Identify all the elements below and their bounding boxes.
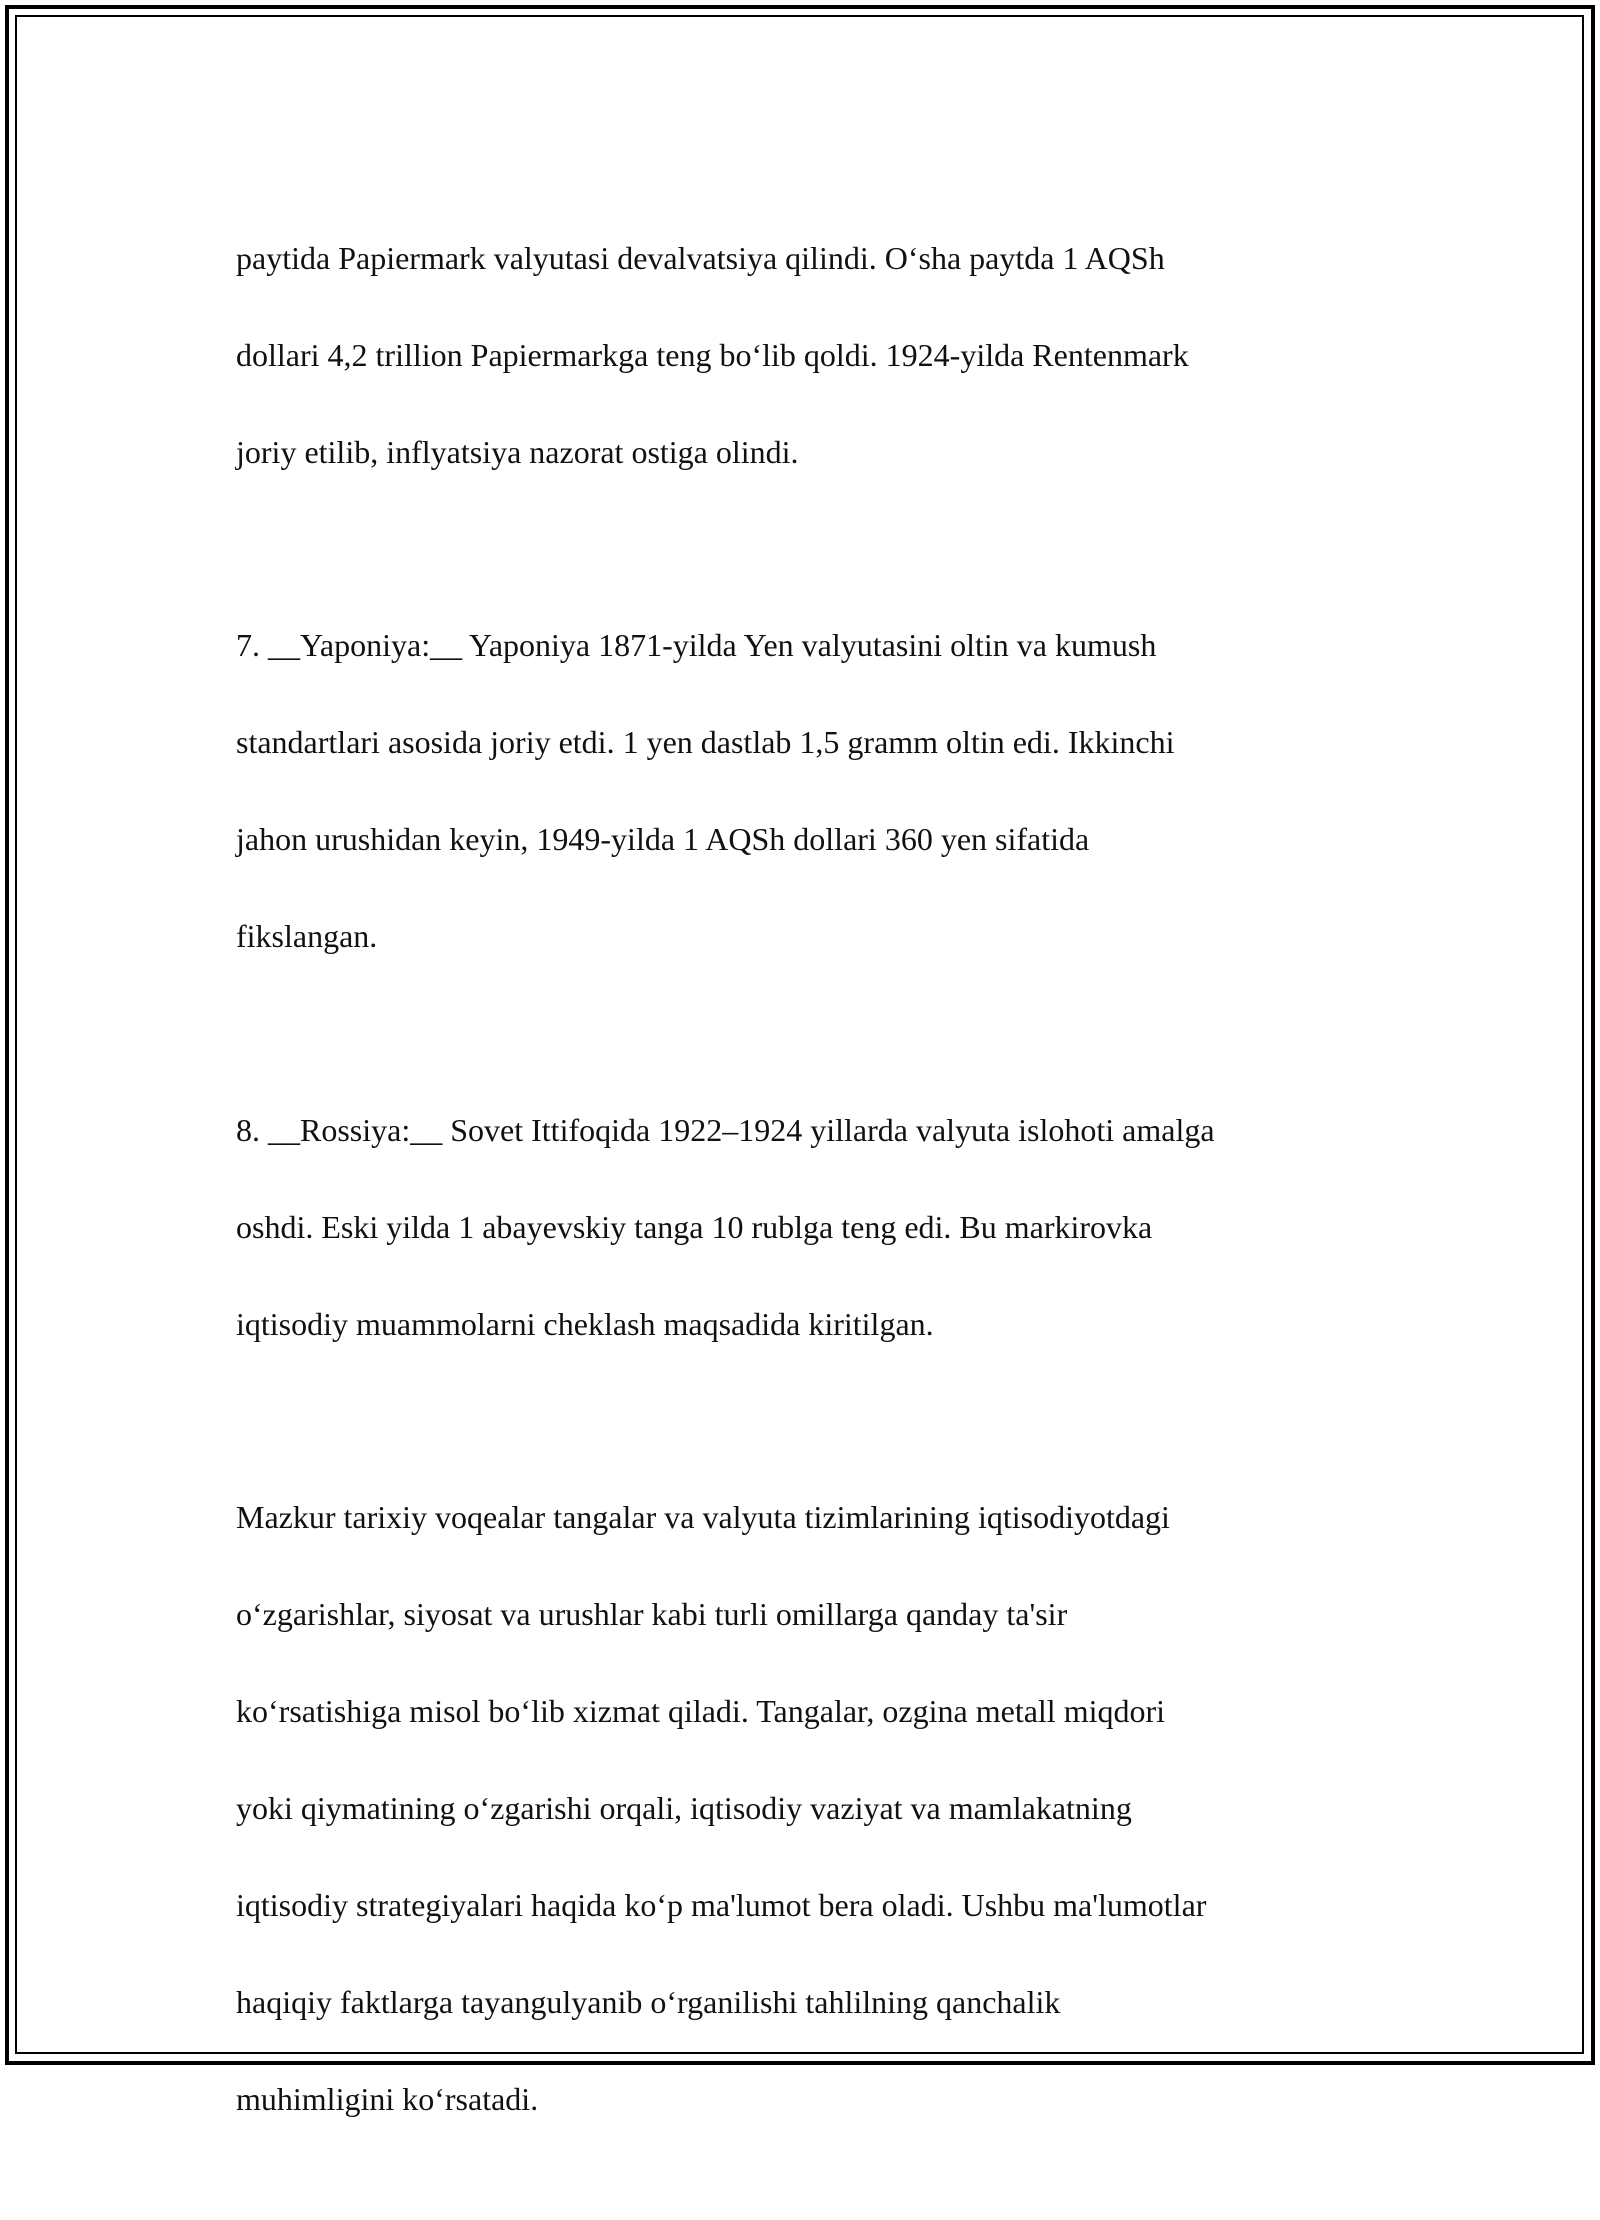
text-line: Mazkur tarixiy voqealar tangalar va valyuta tizimlarining iqtisodiyotdagi xyxy=(236,1499,1170,1535)
document-body xyxy=(236,185,1376,2220)
text-line: haqiqiy faktlarga tayangulyanib o‘rganilishi tahlilning qanchalik xyxy=(236,1984,1061,2020)
text-line: oshdi. Eski yilda 1 abayevskiy tanga 10 rublga teng edi. Bu markirovka xyxy=(236,1208,1153,1245)
text-line: iqtisodiy muammolarni cheklash maqsadida kiritilgan. xyxy=(236,1305,934,1342)
text-line: 7. __Yaponiya:__ Yaponiya 1871-yilda Yen valyutasini oltin va kumush xyxy=(236,627,1157,663)
text-line: iqtisodiy strategiyalari haqida ko‘p ma'lumot bera oladi. Ushbu ma'lumotlar xyxy=(236,1887,1207,1923)
paragraph-conclusion xyxy=(236,1445,1376,2173)
text-line: yoki qiymatining o‘zgarishi orqali, iqtisodiy vaziyat va mamlakatning xyxy=(236,1790,1132,1826)
text-line: joriy etilib, inflyatsiya nazorat ostiga olindi. xyxy=(236,433,799,470)
text-line: dollari 4,2 trillion Papiermarkga teng bo‘lib qoldi. 1924-yilda Rentenmark xyxy=(236,336,1189,373)
text-line: o‘zgarishlar, siyosat va urushlar kabi turli omillarga qanday ta'sir xyxy=(236,1596,1068,1632)
text-line: muhimligini ko‘rsatadi. xyxy=(236,2081,539,2117)
text-line: ko‘rsatishiga misol bo‘lib xizmat qiladi. Tangalar, ozgina metall miqdori xyxy=(236,1693,1166,1729)
text-line: paytida Papiermark valyutasi devalvatsiya qilindi. O‘sha paytda 1 AQSh xyxy=(236,239,1165,276)
paragraph-japan xyxy=(236,573,1376,1010)
text-line: 8. __Rossiya:__ Sovet Ittifoqida 1922–1924 yillarda valyuta islohoti amalga xyxy=(236,1111,1215,1148)
paragraph-germany-continued xyxy=(236,185,1376,525)
text-line: standartlari asosida joriy etdi. 1 yen dastlab 1,5 gramm oltin edi. Ikkinchi xyxy=(236,724,1175,760)
text-line: fikslangan. xyxy=(236,918,378,954)
paragraph-russia xyxy=(236,1057,1376,1397)
text-line: jahon urushidan keyin, 1949-yilda 1 AQSh dollari 360 yen sifatida xyxy=(236,821,1090,857)
